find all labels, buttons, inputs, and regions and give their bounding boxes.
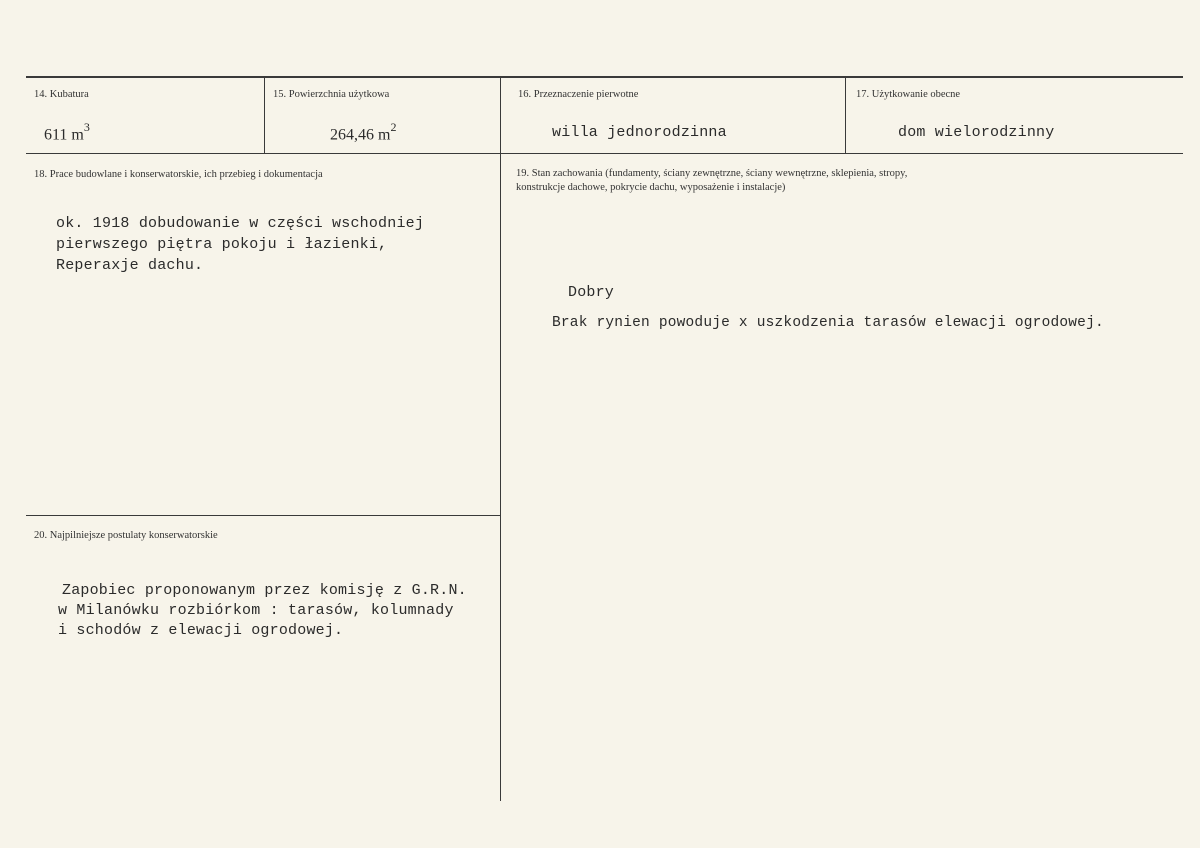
kubatura-value: 611 m bbox=[44, 126, 84, 144]
field-20-line-3: i schodów z elewacji ogrodowej. bbox=[58, 622, 344, 639]
field-16-label: 16. Przeznaczenie pierwotne bbox=[518, 89, 639, 100]
kubatura-exponent: 3 bbox=[83, 120, 90, 134]
divider-16-17 bbox=[845, 78, 846, 153]
field-19-label-line-1: 19. Stan zachowania (fundamenty, ściany zewnętrzne, ściany wewnętrzne, sklepienia, stropy, bbox=[516, 168, 908, 179]
field-20-line-2: w Milanówku rozbiórkom : tarasów, kolumnady bbox=[58, 602, 454, 619]
field-17-value: dom wielorodzinny bbox=[898, 124, 1055, 141]
field-14-value bbox=[44, 122, 90, 144]
field-19-line-1: Dobry bbox=[568, 284, 615, 301]
field-16-value: willa jednorodzinna bbox=[552, 124, 727, 141]
field-17-label: 17. Użytkowanie obecne bbox=[856, 89, 961, 100]
top-rule bbox=[26, 76, 1183, 78]
field-20-label: 20. Najpilniejsze postulaty konserwatorskie bbox=[34, 530, 218, 541]
divider-15-16 bbox=[500, 78, 501, 153]
field-15-value bbox=[330, 122, 396, 144]
field-15-label: 15. Powierzchnia użytkowa bbox=[273, 89, 390, 100]
field-20-text bbox=[58, 581, 467, 641]
main-vertical-divider bbox=[500, 153, 501, 801]
field-19-label-line-2: konstrukcje dachowe, pokrycie dachu, wyposażenie i instalacje) bbox=[516, 182, 786, 193]
powierzchnia-value: 264,46 m bbox=[330, 126, 391, 144]
field-18-text bbox=[56, 213, 424, 276]
divider-14-15 bbox=[264, 78, 265, 153]
field-14-label: 14. Kubatura bbox=[34, 89, 89, 100]
field-19-line-2: Brak rynien powoduje x uszkodzenia tarasów elewacji ogrodowej. bbox=[552, 315, 1104, 331]
field-18-line-3: Reperaxje dachu. bbox=[56, 257, 204, 274]
field-20-line-1: Zapobiec proponowanym przez komisję z G.R.N. bbox=[62, 582, 467, 599]
powierzchnia-exponent: 2 bbox=[390, 120, 397, 134]
field-18-line-2: pierwszego piętra pokoju i łazienki, bbox=[56, 236, 388, 253]
section-18-bottom-rule bbox=[26, 515, 500, 516]
field-18-line-1: ok. 1918 dobudowanie w części wschodniej bbox=[56, 215, 425, 232]
field-18-label: 18. Prace budowlane i konserwatorskie, ich przebieg i dokumentacja bbox=[34, 169, 323, 180]
row1-bottom-rule bbox=[26, 153, 1183, 154]
